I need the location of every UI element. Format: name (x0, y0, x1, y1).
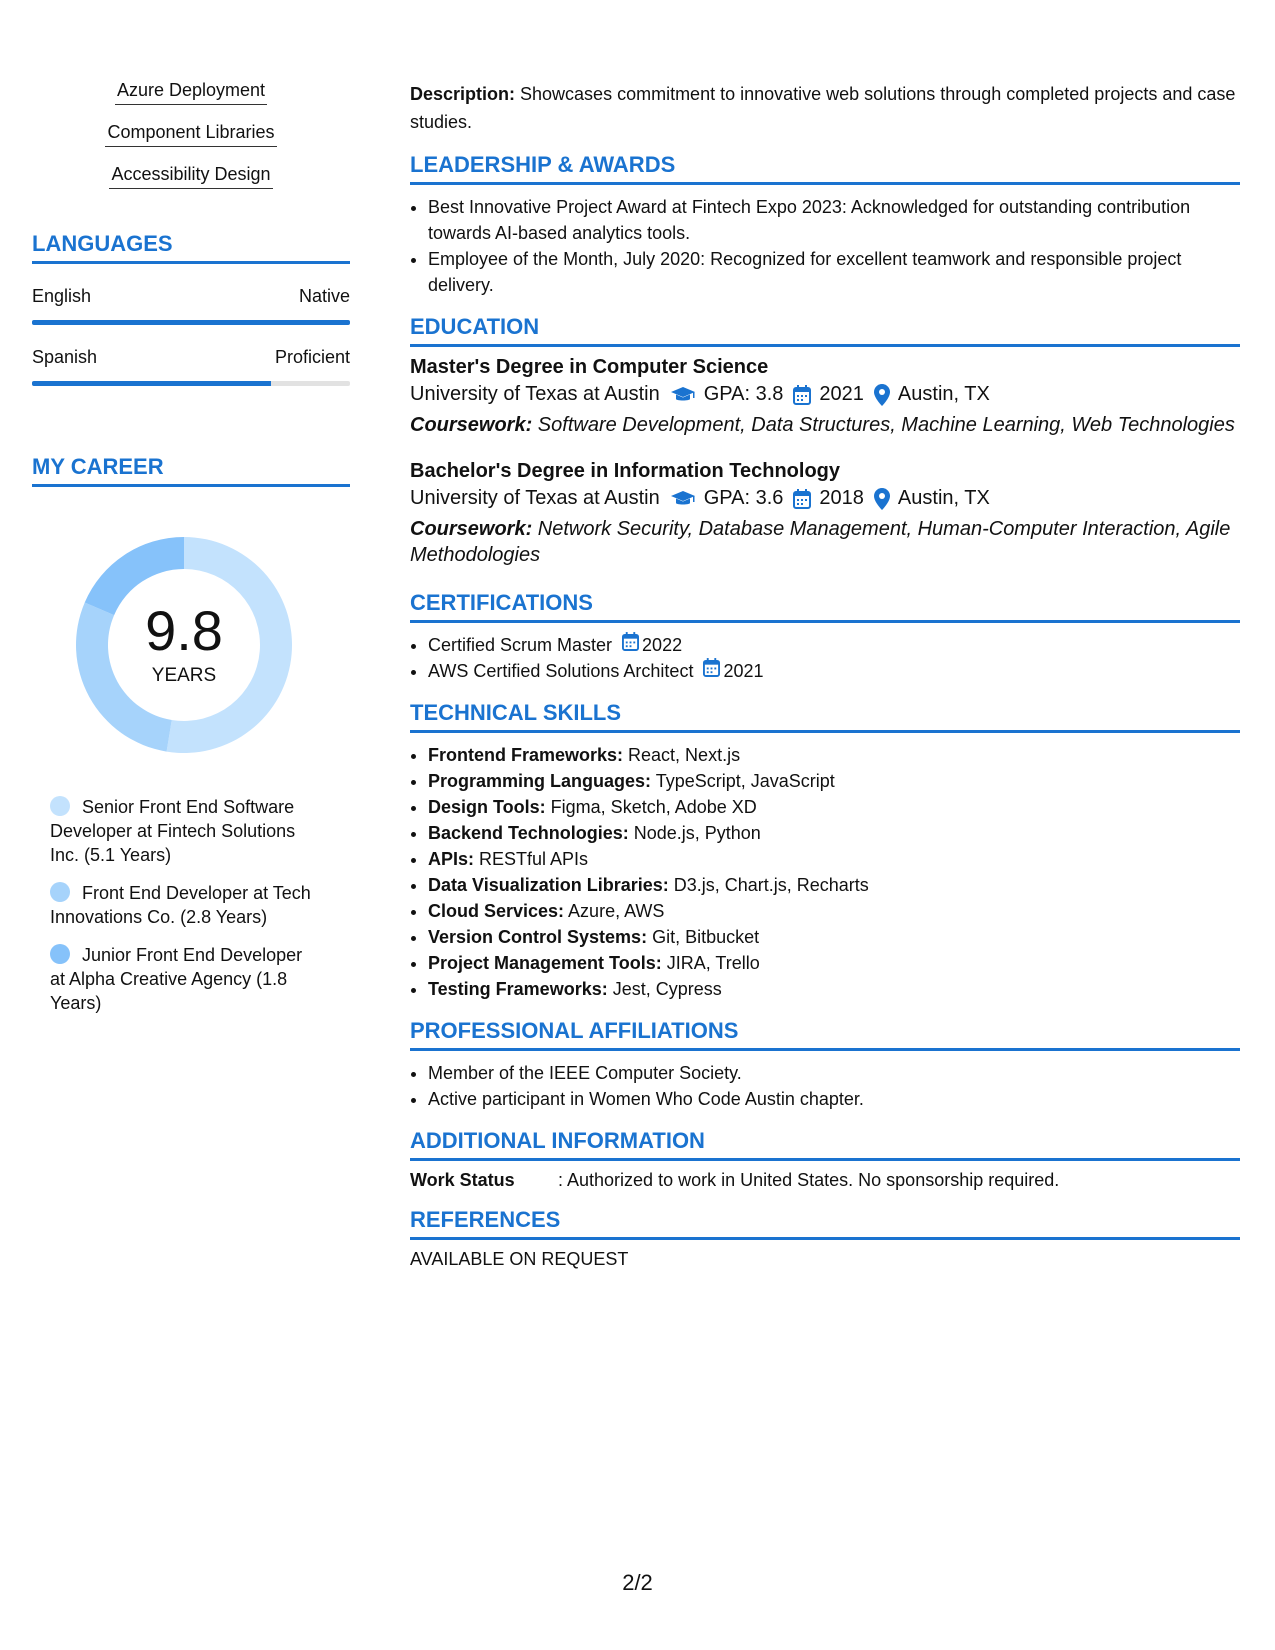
coursework-text: Software Development, Data Structures, Machine Learning, Web Technologies (532, 414, 1235, 436)
skill-tag-label: Azure Deployment (115, 80, 267, 105)
education-item (410, 356, 1240, 438)
page-number: 2/2 (622, 1570, 653, 1595)
career-title: MY CAREER (32, 454, 350, 487)
technical-skills-title: TECHNICAL SKILLS (410, 700, 1240, 733)
list-item: • Best Innovative Project Award at Fintech Expo 2023: Acknowledged for outstanding contribution towards AI-based analytics tools. (428, 194, 1240, 246)
language-level-bar (32, 381, 350, 386)
technical-skills-section (410, 700, 1240, 1002)
certification-year: 2021 (723, 661, 764, 681)
skill-values: RESTful APIs (474, 849, 589, 869)
language-level: Proficient (274, 347, 350, 367)
skill-tag-label: Accessibility Design (109, 164, 272, 189)
language-level-bar (32, 320, 350, 325)
list-item: • Member of the IEEE Computer Society. (428, 1060, 1240, 1086)
location-pin-icon (874, 488, 890, 510)
career-section (32, 454, 350, 1015)
coursework-label: Coursework: (410, 414, 533, 436)
skill-values: Azure, AWS (564, 901, 665, 921)
skill-values: D3.js, Chart.js, Recharts (668, 875, 869, 895)
school-name: University of Texas at Austin (410, 487, 660, 509)
calendar-icon (622, 632, 642, 658)
legend-item (50, 943, 320, 1015)
language-name: English (32, 286, 92, 306)
right-column (410, 80, 1240, 1286)
legend-label: Senior Front End Software Developer at Fintech Solutions Inc. (5.1 Years) (50, 797, 296, 865)
skill-values: JIRA, Trello (661, 953, 760, 973)
references-text: AVAILABLE ON REQUEST (410, 1249, 629, 1269)
education-item (410, 460, 1240, 568)
skill-category: Version Control Systems: (428, 927, 648, 947)
legend-dot (50, 944, 70, 964)
skill-tag (32, 80, 350, 105)
affiliations-section (410, 1018, 1240, 1112)
skill-category: Programming Languages: (428, 771, 652, 791)
skill-category: APIs: (428, 849, 475, 869)
list-item (428, 658, 1240, 684)
graduation-year: 2018 (819, 487, 864, 509)
coursework (410, 516, 1240, 568)
location-pin-icon (874, 384, 890, 406)
career-chart (64, 525, 304, 765)
affiliations-title: PROFESSIONAL AFFILIATIONS (410, 1018, 1240, 1051)
list-item (428, 846, 1240, 872)
graduation-cap-icon (670, 490, 696, 508)
list-item (428, 924, 1240, 950)
language-level-fill (32, 381, 271, 386)
degree-title: Bachelor's Degree in Information Technology (410, 460, 841, 482)
skill-category: Design Tools: (428, 797, 546, 817)
coursework-text: Network Security, Database Management, Human-Computer Interaction, Agile Methodologies (410, 518, 1231, 566)
skill-tags (32, 80, 350, 189)
certifications-section (410, 590, 1240, 684)
languages-section (32, 231, 350, 386)
skill-tag (32, 164, 350, 189)
location: Austin, TX (897, 383, 990, 405)
work-status-label: Work Status (410, 1170, 515, 1190)
career-total-years: 9.8 (145, 599, 223, 662)
education-title: EDUCATION (410, 314, 1240, 347)
skill-values: Figma, Sketch, Adobe XD (545, 797, 757, 817)
list-item: • Employee of the Month, July 2020: Recognized for excellent teamwork and responsible project delivery. (428, 246, 1240, 298)
certifications-title: CERTIFICATIONS (410, 590, 1240, 623)
skill-category: Frontend Frameworks: (428, 745, 624, 765)
certification-year: 2022 (642, 635, 683, 655)
skill-category: Testing Frameworks: (428, 979, 608, 999)
school-name: University of Texas at Austin (410, 383, 660, 405)
legend-dot (50, 882, 70, 902)
coursework (410, 412, 1240, 438)
legend-item (50, 881, 320, 929)
location: Austin, TX (897, 487, 990, 509)
list-item (428, 820, 1240, 846)
additional-info-section (410, 1128, 1240, 1191)
language-item (32, 347, 350, 386)
gpa: GPA: 3.6 (703, 487, 784, 509)
calendar-icon (703, 658, 723, 684)
list-item (428, 898, 1240, 924)
description (410, 80, 1240, 136)
legend-dot (50, 796, 70, 816)
legend-label: Front End Developer at Tech Innovations Co. (2.8 Years) (50, 883, 311, 927)
certification-name: Certified Scrum Master (428, 635, 613, 655)
skill-tag-label: Component Libraries (105, 122, 276, 147)
list-item (428, 976, 1240, 1002)
description-text: Showcases commitment to innovative web solutions through completed projects and case studies. (410, 84, 1236, 132)
gpa: GPA: 3.8 (703, 383, 784, 405)
leadership-section (410, 152, 1240, 298)
language-level: Native (298, 286, 350, 306)
language-name: Spanish (32, 347, 98, 367)
skill-values: Git, Bitbucket (647, 927, 760, 947)
additional-info-title: ADDITIONAL INFORMATION (410, 1128, 1240, 1161)
certification-name: AWS Certified Solutions Architect (428, 661, 694, 681)
calendar-icon (793, 489, 811, 509)
career-legend (50, 795, 320, 1015)
work-status-value: : Authorized to work in United States. No sponsorship required. (558, 1170, 1060, 1190)
skill-category: Cloud Services: (428, 901, 565, 921)
graduation-year: 2021 (819, 383, 864, 405)
skill-category: Data Visualization Libraries: (428, 875, 669, 895)
list-item (428, 872, 1240, 898)
language-item (32, 286, 350, 325)
list-item (428, 632, 1240, 658)
career-total-unit: YEARS (151, 665, 217, 686)
graduation-cap-icon (670, 386, 696, 404)
calendar-icon (793, 385, 811, 405)
language-level-fill (32, 320, 350, 325)
list-item (428, 768, 1240, 794)
legend-label: Junior Front End Developer at Alpha Creative Agency (1.8 Years) (50, 945, 303, 1013)
leadership-title: LEADERSHIP & AWARDS (410, 152, 1240, 185)
skill-values: React, Next.js (623, 745, 741, 765)
skill-values: Node.js, Python (628, 823, 761, 843)
description-label: Description: (410, 84, 516, 104)
coursework-label: Coursework: (410, 518, 533, 540)
skill-category: Project Management Tools: (428, 953, 662, 973)
skill-values: TypeScript, JavaScript (651, 771, 835, 791)
skill-values: Jest, Cypress (607, 979, 722, 999)
references-section (410, 1207, 1240, 1270)
languages-title: LANGUAGES (32, 231, 350, 264)
skill-category: Backend Technologies: (428, 823, 629, 843)
left-column (32, 80, 350, 1029)
list-item (428, 794, 1240, 820)
list-item: • Active participant in Women Who Code Austin chapter. (428, 1086, 1240, 1112)
skill-tag (32, 122, 350, 147)
list-item (428, 950, 1240, 976)
legend-item (50, 795, 320, 867)
list-item (428, 742, 1240, 768)
degree-title: Master's Degree in Computer Science (410, 356, 769, 378)
education-section (410, 314, 1240, 568)
references-title: REFERENCES (410, 1207, 1240, 1240)
